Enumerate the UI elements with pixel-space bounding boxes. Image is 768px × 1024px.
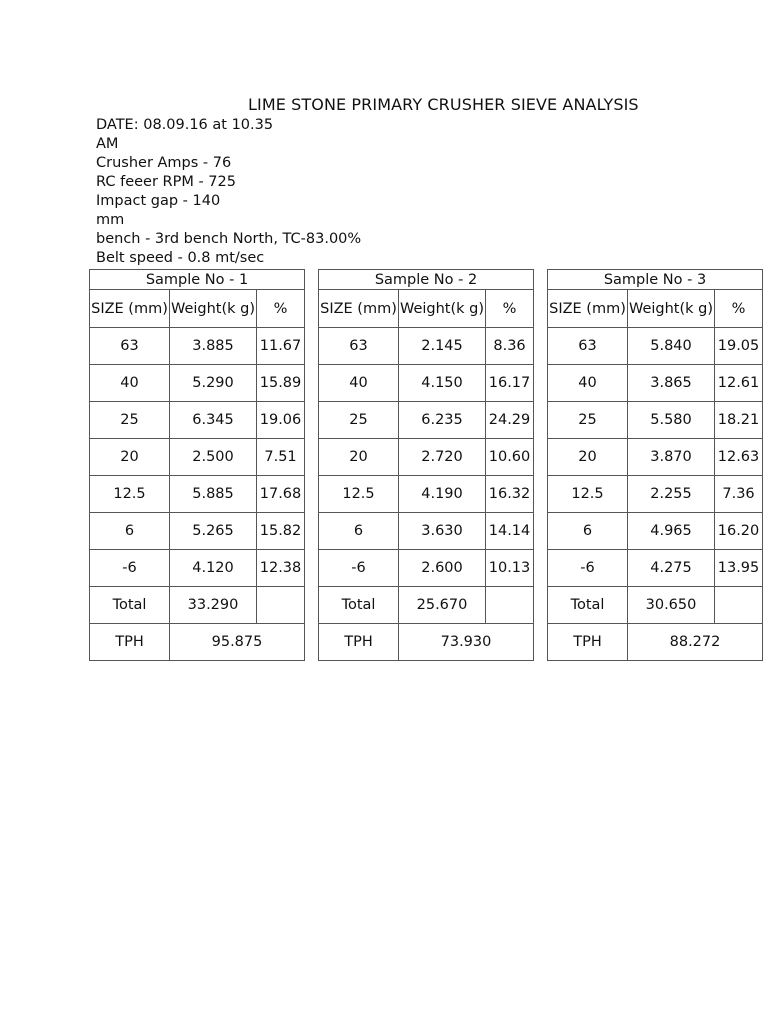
- total-label: Total: [548, 587, 628, 624]
- size-cell: 40: [90, 365, 170, 402]
- table-row: [319, 439, 534, 476]
- percent-cell: 19.05: [715, 328, 763, 365]
- sample-table-3: [547, 269, 763, 661]
- total-percent: [486, 587, 534, 624]
- percent-cell: 12.61: [715, 365, 763, 402]
- size-cell: 20: [548, 439, 628, 476]
- percent-cell: 11.67: [257, 328, 305, 365]
- table-row: [548, 476, 763, 513]
- weight-cell: 3.630: [399, 513, 486, 550]
- size-cell: 12.5: [548, 476, 628, 513]
- table-row: [319, 328, 534, 365]
- size-cell: 63: [319, 328, 399, 365]
- test-conditions: [96, 116, 396, 268]
- table-row: [319, 513, 534, 550]
- percent-cell: 19.06: [257, 402, 305, 439]
- weight-cell: 3.870: [628, 439, 715, 476]
- size-header: SIZE (mm): [90, 290, 170, 328]
- table-row: [319, 402, 534, 439]
- weight-cell: 2.145: [399, 328, 486, 365]
- sample-table-2: [318, 269, 534, 661]
- weight-cell: 5.265: [170, 513, 257, 550]
- percent-header: %: [715, 290, 763, 328]
- table-row: [90, 328, 305, 365]
- weight-cell: 4.150: [399, 365, 486, 402]
- table-row: [548, 439, 763, 476]
- size-cell: 40: [319, 365, 399, 402]
- total-percent: [715, 587, 763, 624]
- feeder-rpm: RC feeer RPM - 725: [96, 174, 236, 190]
- weight-cell: 4.190: [399, 476, 486, 513]
- size-cell: 25: [319, 402, 399, 439]
- size-cell: 6: [90, 513, 170, 550]
- page-title: LIME STONE PRIMARY CRUSHER SIEVE ANALYSIS: [248, 95, 639, 114]
- table-row: [319, 476, 534, 513]
- percent-cell: 16.17: [486, 365, 534, 402]
- tph-value: 88.272: [628, 624, 763, 661]
- percent-cell: 12.38: [257, 550, 305, 587]
- tph-label: TPH: [90, 624, 170, 661]
- size-cell: 63: [90, 328, 170, 365]
- total-percent: [257, 587, 305, 624]
- sample-table-1: [89, 269, 305, 661]
- sample-title: Sample No - 1: [90, 270, 305, 290]
- size-cell: 6: [319, 513, 399, 550]
- weight-cell: 2.500: [170, 439, 257, 476]
- size-cell: -6: [548, 550, 628, 587]
- percent-cell: 16.32: [486, 476, 534, 513]
- table-row: [548, 550, 763, 587]
- percent-header: %: [486, 290, 534, 328]
- size-cell: 40: [548, 365, 628, 402]
- tph-value: 73.930: [399, 624, 534, 661]
- weight-cell: 6.345: [170, 402, 257, 439]
- table-row: [548, 365, 763, 402]
- size-cell: 20: [90, 439, 170, 476]
- weight-cell: 3.885: [170, 328, 257, 365]
- table-row: [548, 328, 763, 365]
- sample-title: Sample No - 2: [319, 270, 534, 290]
- size-cell: 20: [319, 439, 399, 476]
- percent-cell: 12.63: [715, 439, 763, 476]
- weight-cell: 5.840: [628, 328, 715, 365]
- percent-cell: 18.21: [715, 402, 763, 439]
- weight-header: Weight(k g): [170, 290, 257, 328]
- table-row: [90, 365, 305, 402]
- percent-cell: 15.89: [257, 365, 305, 402]
- percent-cell: 24.29: [486, 402, 534, 439]
- percent-cell: 16.20: [715, 513, 763, 550]
- weight-cell: 4.275: [628, 550, 715, 587]
- date-line: DATE: 08.09.16 at 10.35: [96, 117, 274, 133]
- weight-cell: 2.720: [399, 439, 486, 476]
- percent-cell: 13.95: [715, 550, 763, 587]
- size-cell: 12.5: [90, 476, 170, 513]
- percent-cell: 7.51: [257, 439, 305, 476]
- table-row: [90, 513, 305, 550]
- table-row: [90, 402, 305, 439]
- size-cell: 25: [90, 402, 170, 439]
- tph-value: 95.875: [170, 624, 305, 661]
- weight-cell: 4.120: [170, 550, 257, 587]
- total-label: Total: [90, 587, 170, 624]
- crusher-amps: Crusher Amps - 76: [96, 155, 232, 171]
- percent-cell: 10.60: [486, 439, 534, 476]
- impact-gap-unit: mm: [96, 212, 125, 228]
- sample-title: Sample No - 3: [548, 270, 763, 290]
- size-cell: 63: [548, 328, 628, 365]
- size-cell: 12.5: [319, 476, 399, 513]
- percent-cell: 7.36: [715, 476, 763, 513]
- percent-header: %: [257, 290, 305, 328]
- total-label: Total: [319, 587, 399, 624]
- weight-cell: 6.235: [399, 402, 486, 439]
- table-row: [319, 550, 534, 587]
- percent-cell: 15.82: [257, 513, 305, 550]
- total-weight: 25.670: [399, 587, 486, 624]
- table-row: [319, 365, 534, 402]
- weight-cell: 5.580: [628, 402, 715, 439]
- size-cell: 25: [548, 402, 628, 439]
- table-row: [90, 439, 305, 476]
- impact-gap: Impact gap - 140: [96, 193, 221, 209]
- table-row: [548, 402, 763, 439]
- percent-cell: 8.36: [486, 328, 534, 365]
- weight-cell: 5.290: [170, 365, 257, 402]
- table-row: [90, 550, 305, 587]
- weight-cell: 2.600: [399, 550, 486, 587]
- percent-cell: 10.13: [486, 550, 534, 587]
- tph-label: TPH: [548, 624, 628, 661]
- date-line-cont: AM: [96, 136, 119, 152]
- percent-cell: 14.14: [486, 513, 534, 550]
- size-cell: -6: [90, 550, 170, 587]
- total-weight: 33.290: [170, 587, 257, 624]
- belt-speed: Belt speed - 0.8 mt/sec: [96, 250, 265, 266]
- weight-header: Weight(k g): [399, 290, 486, 328]
- table-row: [548, 513, 763, 550]
- total-weight: 30.650: [628, 587, 715, 624]
- bench-info: bench - 3rd bench North, TC-83.00%: [96, 231, 362, 247]
- size-header: SIZE (mm): [319, 290, 399, 328]
- size-cell: -6: [319, 550, 399, 587]
- weight-header: Weight(k g): [628, 290, 715, 328]
- weight-cell: 4.965: [628, 513, 715, 550]
- table-row: [90, 476, 305, 513]
- size-header: SIZE (mm): [548, 290, 628, 328]
- size-cell: 6: [548, 513, 628, 550]
- tph-label: TPH: [319, 624, 399, 661]
- weight-cell: 3.865: [628, 365, 715, 402]
- weight-cell: 2.255: [628, 476, 715, 513]
- percent-cell: 17.68: [257, 476, 305, 513]
- weight-cell: 5.885: [170, 476, 257, 513]
